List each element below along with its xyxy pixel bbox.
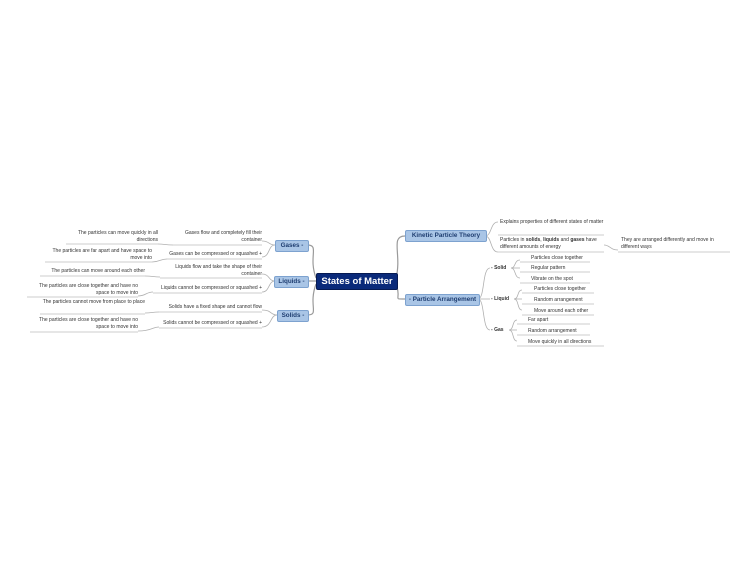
leaf-text: Solids cannot be compressed or squashed — [163, 320, 258, 326]
collapse-toggle[interactable]: - — [302, 278, 305, 285]
expand-toggle[interactable]: + — [259, 251, 262, 257]
leaf-gases-compressed[interactable] — [150, 251, 262, 258]
leaf-text: Gases can be compressed or squashed — [169, 251, 258, 257]
topic-label: Liquids — [278, 278, 301, 285]
collapse-toggle[interactable]: - — [301, 242, 304, 249]
link-root-kinetic — [396, 236, 405, 278]
leaf-explains-properties[interactable]: Explains properties of different states of matter — [500, 219, 604, 225]
topic-liquids[interactable] — [274, 276, 309, 288]
leaf-gases-move-quickly[interactable]: The particles can move quickly in all directions — [77, 230, 158, 243]
topic-label: Gases — [280, 242, 300, 249]
leaf-particles-energy[interactable] — [500, 237, 608, 251]
expand-toggle[interactable]: + — [259, 285, 262, 291]
collapse-toggle[interactable]: - — [302, 312, 305, 319]
leaf-gas-2[interactable]: Random arrangement — [528, 328, 577, 334]
subtopic-liquid[interactable] — [491, 296, 509, 302]
subtopic-label: Solid — [494, 265, 507, 271]
text-sep1: , — [540, 237, 544, 243]
topic-label: Particle Arrangement — [412, 296, 477, 303]
leaf-liquid-2[interactable]: Random arrangement — [534, 297, 583, 303]
topic-kinetic-particle-theory[interactable]: Kinetic Particle Theory — [405, 230, 487, 242]
central-topic[interactable]: States of Matter — [316, 273, 398, 290]
leaf-solids-close-together[interactable]: The particles are close together and have no space to move into — [39, 317, 138, 330]
subtopic-label: Gas — [494, 327, 504, 333]
subtopic-gas[interactable] — [491, 327, 504, 333]
topic-solids[interactable] — [277, 310, 309, 322]
text-sep2: and — [559, 237, 571, 243]
subtopic-solid[interactable] — [491, 265, 506, 271]
leaf-solids-fixed-shape[interactable]: Solids have a fixed shape and cannot flow — [168, 304, 262, 310]
text-gases: gases — [570, 237, 585, 243]
leaf-liquids-flow[interactable]: Liquids flow and take the shape of their container — [175, 264, 262, 277]
text-post: have different amounts of energy — [500, 237, 597, 250]
leaf-gas-3[interactable]: Move quickly in all directions — [528, 339, 592, 345]
leaf-solid-3[interactable]: Vibrate on the spot — [531, 276, 573, 282]
topic-label: Solids — [281, 312, 301, 319]
collapse-toggle[interactable]: - — [491, 296, 493, 302]
leaf-gases-flow[interactable]: Gases flow and completely fill their container — [185, 230, 262, 243]
topic-gases[interactable] — [275, 240, 309, 252]
leaf-solids-not-compressed[interactable] — [145, 320, 262, 327]
collapse-toggle[interactable]: - — [491, 265, 493, 271]
subtopic-label: Liquid — [494, 296, 510, 302]
expand-toggle[interactable]: + — [259, 320, 262, 326]
leaf-solid-2[interactable]: Regular pattern — [531, 265, 566, 271]
leaf-arranged-differently[interactable]: They are arranged differently and move in different ways — [621, 237, 714, 250]
topic-particle-arrangement[interactable] — [405, 294, 480, 306]
text-pre: Particles in — [500, 237, 526, 243]
text-liquids: liquids — [543, 237, 560, 243]
text-solids: solids — [525, 237, 541, 243]
leaf-solid-1[interactable]: Particles close together — [531, 255, 583, 261]
collapse-toggle[interactable]: - — [491, 327, 493, 333]
leaf-liquid-1[interactable]: Particles close together — [534, 286, 586, 292]
leaf-liquid-3[interactable]: Move around each other — [534, 308, 589, 314]
leaf-liquids-close-together[interactable]: The particles are close together and have no space to move into — [39, 283, 138, 296]
leaf-solids-cannot-move[interactable]: The particles cannot move from place to place — [42, 299, 145, 305]
leaf-liquids-move-around[interactable]: The particles can move around each other — [51, 268, 145, 274]
leaf-gas-1[interactable]: Far apart — [528, 317, 549, 323]
leaf-liquids-not-compressed[interactable] — [140, 285, 262, 292]
leaf-text: Liquids cannot be compressed or squashed — [160, 285, 258, 291]
collapse-toggle[interactable]: - — [408, 296, 411, 303]
leaf-gases-far-apart[interactable]: The particles are far apart and have space to move into — [52, 248, 152, 261]
